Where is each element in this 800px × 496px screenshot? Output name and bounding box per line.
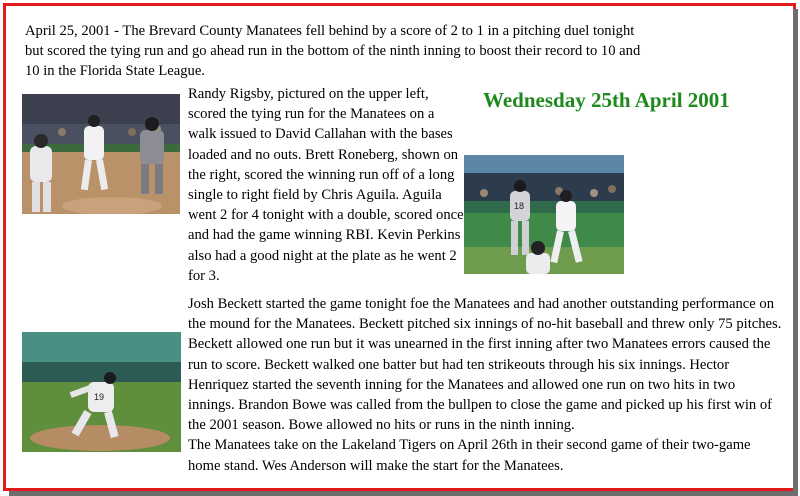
page-headline-date: Wednesday 25th April 2001 [483, 88, 730, 112]
jersey-number-19: 19 [94, 392, 105, 402]
border-shadow-right [793, 9, 798, 491]
intro-paragraph: April 25, 2001 - The Brevard County Manatees fell behind by a score of 2 to 1 in a pitching duel tonight but scored the tying run and go ahead run in the bottom of the ninth inning to boost their record to 10 and 10 in the Florida State League. [25, 23, 641, 80]
beckett-pitching-paragraph [188, 294, 783, 476]
photo-rigsby-scoring [22, 94, 180, 214]
next-game-paragraph: The Manatees take on the Lakeland Tigers on April 26th in their second game of their two-game home stand. Wes Anderson will make the start for the Manatees. [188, 437, 751, 474]
photo-beckett-pitching [22, 332, 181, 452]
photo-roneberg-scoring [464, 155, 624, 274]
border-shadow-bottom [9, 491, 798, 496]
jersey-number-18: 18 [514, 201, 525, 211]
rigsby-roneberg-paragraph: Randy Rigsby, pictured on the upper left, scored the tying run for the Manatees on a walk issued to David Callahan with the bases loaded and no outs. Brett Roneberg, shown on the right, scored the winning run off of a long single to right field by Chris Aguila. Aguila went 2 for 4 tonight with a double, scored once and had the game winning RBI. Kevin Perkins also had a good night at the plate as he went 2 for 3. [188, 86, 464, 284]
beckett-paragraph-text: Josh Beckett started the game tonight foe the Manatees and had another outstanding performance on the mound for the Manatees. Beckett pitched six innings of no-hit baseball and threw only 75 pitches. Beckett allowed one run but it was unearned in the first inning after two Manatees errors caused the run to score. Beckett walked one batter but had ten strikeouts through his six innings. Hector Henriquez started the seventh inning for the Manatees and allowed one run on two hits in two innings. Brandon Bowe was called from the bullpen to close the game and picked up his first win of the 2001 season. Bowe allowed no hits or runs in the ninth inning. [188, 296, 782, 434]
